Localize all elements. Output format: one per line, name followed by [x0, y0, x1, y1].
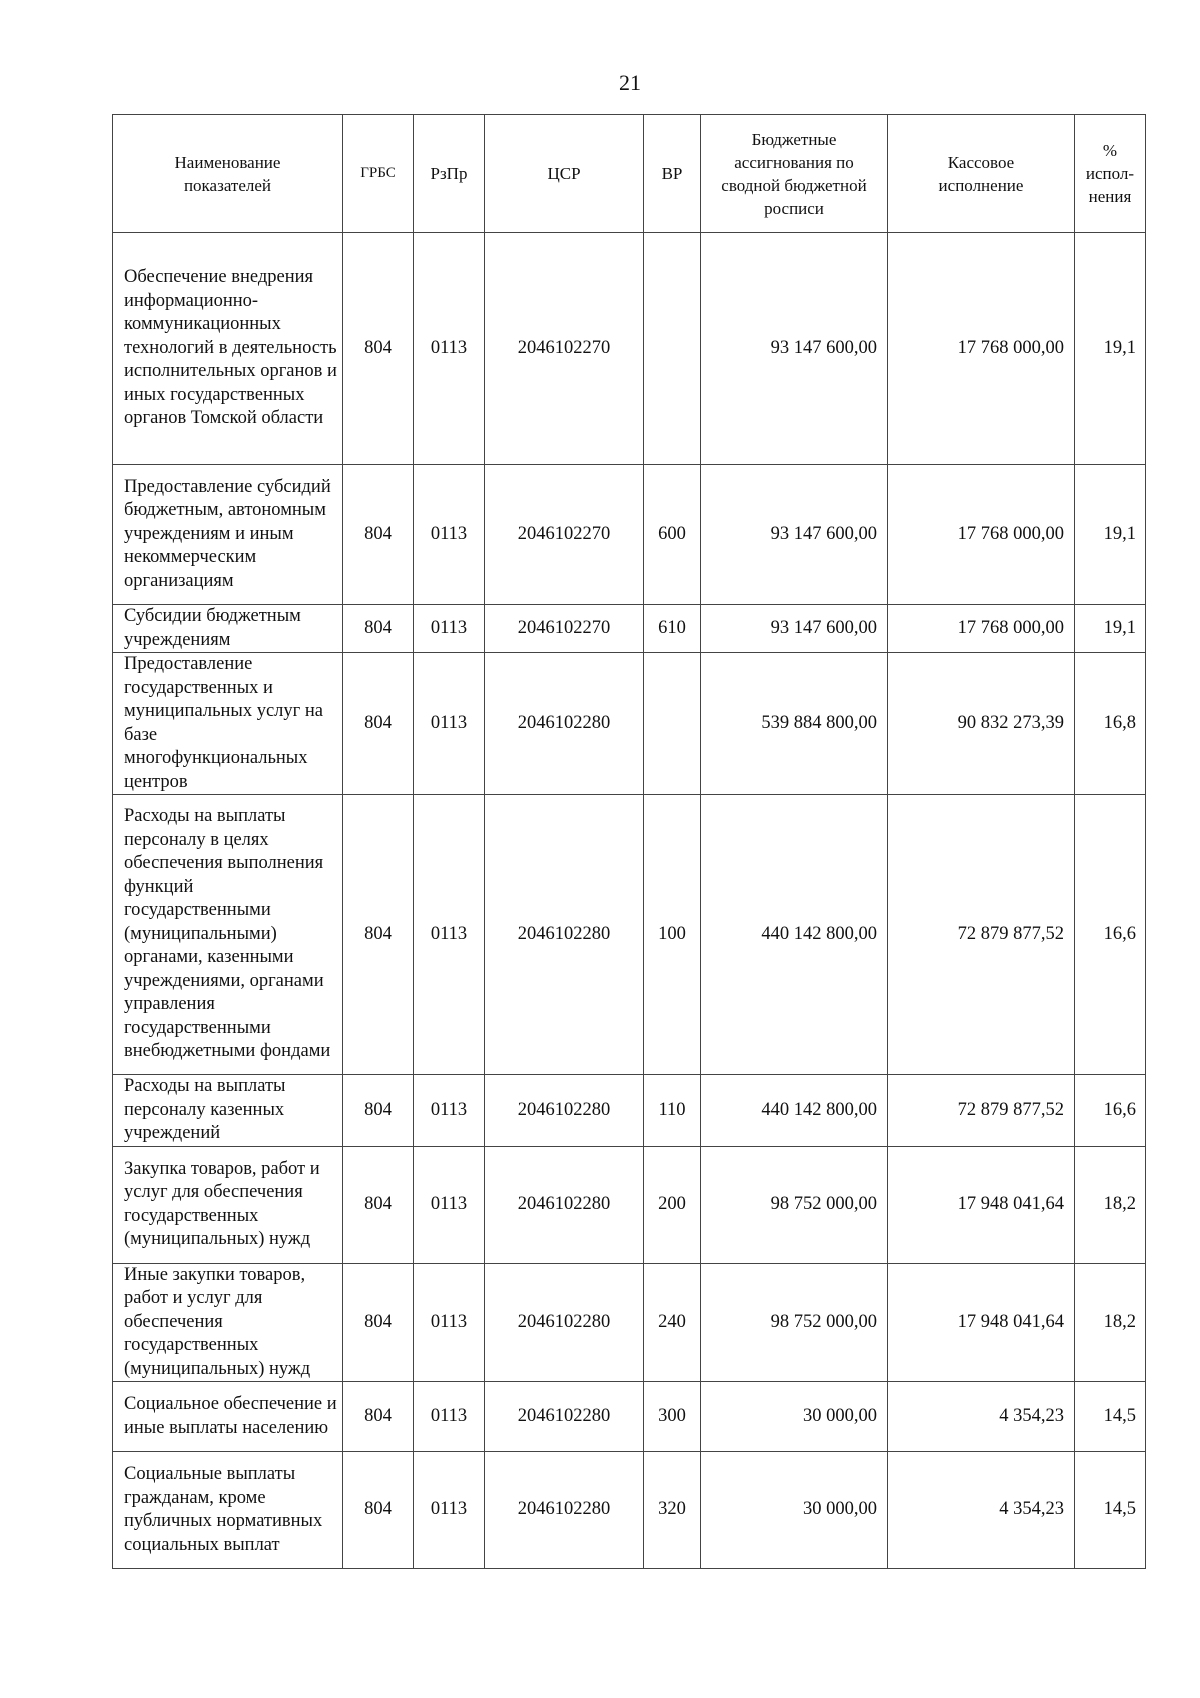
- row-assignments: 98 752 000,00: [701, 1146, 888, 1263]
- row-cash: 17 768 000,00: [888, 233, 1075, 465]
- table-row: [113, 1452, 1146, 1569]
- row-grbs: 804: [343, 1382, 414, 1452]
- table-row: [113, 605, 1146, 653]
- row-rzpr: 0113: [414, 465, 485, 605]
- row-percent: 14,5: [1075, 1452, 1146, 1569]
- table-row: [113, 1382, 1146, 1452]
- table-row: [113, 1263, 1146, 1382]
- row-grbs: 804: [343, 795, 414, 1075]
- row-rzpr: 0113: [414, 653, 485, 795]
- row-grbs: 804: [343, 1263, 414, 1382]
- header-rzpr: РзПр: [414, 115, 485, 233]
- header-percent: % испол-нения: [1075, 115, 1146, 233]
- row-assignments: 30 000,00: [701, 1382, 888, 1452]
- row-percent: 16,8: [1075, 653, 1146, 795]
- table-row: [113, 465, 1146, 605]
- budget-execution-table: [112, 114, 1146, 1569]
- row-name: Предоставление субсидий бюджетным, автономным учреждениям и иным некоммерческим организациям: [113, 465, 343, 605]
- row-percent: 14,5: [1075, 1382, 1146, 1452]
- table-row: [113, 1146, 1146, 1263]
- row-vr: 600: [644, 465, 701, 605]
- row-assignments: 93 147 600,00: [701, 233, 888, 465]
- row-csr: 2046102270: [485, 605, 644, 653]
- row-cash: 17 768 000,00: [888, 465, 1075, 605]
- row-vr: 110: [644, 1075, 701, 1147]
- table-header: [113, 115, 1146, 233]
- row-rzpr: 0113: [414, 605, 485, 653]
- row-percent: 18,2: [1075, 1146, 1146, 1263]
- row-grbs: 804: [343, 653, 414, 795]
- row-vr: 200: [644, 1146, 701, 1263]
- row-name: Субсидии бюджетным учреждениям: [113, 605, 343, 653]
- row-grbs: 804: [343, 465, 414, 605]
- table-row: [113, 233, 1146, 465]
- row-rzpr: 0113: [414, 1146, 485, 1263]
- page-number: 21: [619, 70, 641, 95]
- row-cash: 17 948 041,64: [888, 1263, 1075, 1382]
- row-cash: 72 879 877,52: [888, 1075, 1075, 1147]
- row-cash: 4 354,23: [888, 1452, 1075, 1569]
- row-name: Социальные выплаты гражданам, кроме публичных нормативных социальных выплат: [113, 1452, 343, 1569]
- row-vr: [644, 653, 701, 795]
- header-name: Наименование показателей: [113, 115, 343, 233]
- table-body: [113, 233, 1146, 1569]
- row-csr: 2046102280: [485, 1452, 644, 1569]
- row-rzpr: 0113: [414, 233, 485, 465]
- table-row: [113, 653, 1146, 795]
- row-name: Расходы на выплаты персоналу казенных учреждений: [113, 1075, 343, 1147]
- row-vr: [644, 233, 701, 465]
- row-vr: 100: [644, 795, 701, 1075]
- header-row: [113, 115, 1146, 233]
- header-assignments: Бюджетные ассигнования по сводной бюджетной росписи: [701, 115, 888, 233]
- row-percent: 19,1: [1075, 605, 1146, 653]
- table-row: [113, 1075, 1146, 1147]
- table-row: [113, 795, 1146, 1075]
- row-cash: 72 879 877,52: [888, 795, 1075, 1075]
- row-assignments: 98 752 000,00: [701, 1263, 888, 1382]
- row-csr: 2046102280: [485, 1075, 644, 1147]
- row-percent: 16,6: [1075, 795, 1146, 1075]
- header-vr: ВР: [644, 115, 701, 233]
- row-name: Расходы на выплаты персоналу в целях обеспечения выполнения функций государственными (муниципальными) органами, казенными учреждениями, органами управления государственными внебюджетными фондами: [113, 795, 343, 1075]
- row-csr: 2046102280: [485, 1146, 644, 1263]
- row-grbs: 804: [343, 1146, 414, 1263]
- row-vr: 300: [644, 1382, 701, 1452]
- row-assignments: 93 147 600,00: [701, 605, 888, 653]
- row-assignments: 30 000,00: [701, 1452, 888, 1569]
- row-assignments: 539 884 800,00: [701, 653, 888, 795]
- row-rzpr: 0113: [414, 795, 485, 1075]
- row-vr: 610: [644, 605, 701, 653]
- row-csr: 2046102280: [485, 653, 644, 795]
- row-name: Социальное обеспечение и иные выплаты населению: [113, 1382, 343, 1452]
- row-percent: 16,6: [1075, 1075, 1146, 1147]
- row-cash: 90 832 273,39: [888, 653, 1075, 795]
- header-grbs: ГРБС: [343, 115, 414, 233]
- row-assignments: 440 142 800,00: [701, 1075, 888, 1147]
- row-csr: 2046102270: [485, 465, 644, 605]
- row-csr: 2046102280: [485, 1263, 644, 1382]
- row-rzpr: 0113: [414, 1382, 485, 1452]
- row-rzpr: 0113: [414, 1452, 485, 1569]
- row-name: Обеспечение внедрения информационно-коммуникационных технологий в деятельность исполнительных органов и иных государственных органов Томской области: [113, 233, 343, 465]
- row-cash: 4 354,23: [888, 1382, 1075, 1452]
- row-csr: 2046102280: [485, 795, 644, 1075]
- row-name: Закупка товаров, работ и услуг для обеспечения государственных (муниципальных) нужд: [113, 1146, 343, 1263]
- row-percent: 18,2: [1075, 1263, 1146, 1382]
- row-assignments: 440 142 800,00: [701, 795, 888, 1075]
- header-csr: ЦСР: [485, 115, 644, 233]
- row-csr: 2046102280: [485, 1382, 644, 1452]
- header-cash: Кассовое исполнение: [888, 115, 1075, 233]
- row-csr: 2046102270: [485, 233, 644, 465]
- row-percent: 19,1: [1075, 233, 1146, 465]
- row-grbs: 804: [343, 605, 414, 653]
- row-name: Иные закупки товаров, работ и услуг для обеспечения государственных (муниципальных) нужд: [113, 1263, 343, 1382]
- row-grbs: 804: [343, 1075, 414, 1147]
- row-rzpr: 0113: [414, 1263, 485, 1382]
- row-cash: 17 948 041,64: [888, 1146, 1075, 1263]
- row-grbs: 804: [343, 1452, 414, 1569]
- row-assignments: 93 147 600,00: [701, 465, 888, 605]
- row-cash: 17 768 000,00: [888, 605, 1075, 653]
- row-vr: 320: [644, 1452, 701, 1569]
- row-grbs: 804: [343, 233, 414, 465]
- row-rzpr: 0113: [414, 1075, 485, 1147]
- row-vr: 240: [644, 1263, 701, 1382]
- row-name: Предоставление государственных и муниципальных услуг на базе многофункциональных центров: [113, 653, 343, 795]
- row-percent: 19,1: [1075, 465, 1146, 605]
